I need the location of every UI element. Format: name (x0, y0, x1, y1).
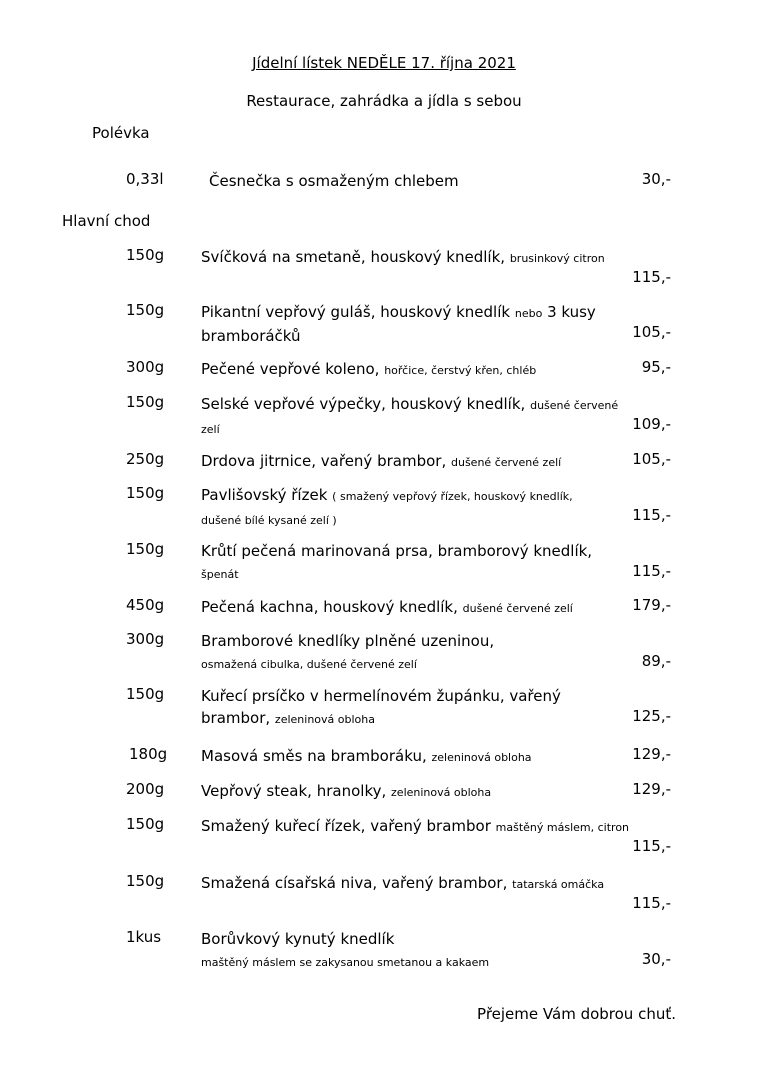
item-description (201, 450, 631, 474)
item-name-alt: 3 kusy bramboráčků (201, 303, 596, 345)
item-quantity: 250g (126, 450, 165, 468)
item-price: 179,- (632, 596, 671, 614)
item-description (201, 484, 576, 532)
item-name: Bramborové knedlíky plněné uzeninou, (201, 632, 495, 650)
item-price: 89,- (641, 652, 671, 670)
item-quantity: 180g (129, 745, 168, 763)
item-price: 109,- (632, 415, 671, 433)
item-description (201, 393, 631, 441)
item-side: zeleninová obloha (391, 786, 492, 799)
item-description (201, 872, 631, 896)
section-heading-soup: Polévka (92, 124, 150, 142)
item-description (201, 780, 631, 804)
item-name: Kuřecí prsíčko v hermelínovém župánku, vařený brambor, (201, 687, 561, 727)
item-description (201, 630, 631, 676)
item-quantity: 150g (126, 815, 165, 833)
item-price: 129,- (632, 780, 671, 798)
item-quantity: 200g (126, 780, 165, 798)
item-quantity: 150g (126, 872, 165, 890)
item-quantity: 300g (126, 358, 165, 376)
item-name: Pavlišovský řízek (201, 486, 328, 504)
item-description (201, 246, 631, 270)
item-side: špenát (201, 568, 239, 581)
item-name: Pečená kachna, houskový knedlík, (201, 598, 458, 616)
item-quantity: 150g (126, 393, 165, 411)
item-quantity: 150g (126, 246, 165, 264)
item-side: osmažená cibulka, dušené červené zelí (201, 658, 417, 671)
item-name: Vepřový steak, hranolky, (201, 782, 387, 800)
section-heading-main: Hlavní chod (62, 212, 151, 230)
item-description (201, 815, 631, 839)
item-quantity: 0,33l (126, 170, 164, 188)
page-title: Jídelní lístek NEDĚLE 17. října 2021 (252, 54, 516, 72)
item-name: Krůtí pečená marinovaná prsa, bramborový knedlík, (201, 542, 593, 560)
item-price: 115,- (632, 894, 671, 912)
item-name: Borůvkový kynutý knedlík (201, 930, 395, 948)
item-price: 95,- (641, 358, 671, 376)
item-side: nebo (514, 307, 543, 320)
item-description (201, 540, 631, 586)
page-subtitle: Restaurace, zahrádka a jídla s sebou (246, 92, 522, 110)
item-side: brusinkový citron (509, 252, 605, 265)
item-price: 115,- (632, 268, 671, 286)
item-description (201, 358, 631, 382)
item-side: ( smažený vepřový řízek, houskový knedlík, dušené bílé kysané zelí ) (201, 490, 573, 527)
item-quantity: 150g (126, 301, 165, 319)
item-description (201, 596, 631, 620)
closing-greeting: Přejeme Vám dobrou chuť. (477, 1005, 676, 1023)
item-name: Selské vepřové výpečky, houskový knedlík, (201, 395, 526, 413)
item-side: zeleninová obloha (431, 751, 532, 764)
item-description (201, 745, 631, 769)
item-name: Smažený kuřecí řízek, vařený brambor (201, 817, 491, 835)
item-side: dušené červené zelí (201, 399, 619, 436)
item-price: 115,- (632, 506, 671, 524)
item-side: dušené červené zelí (451, 456, 562, 469)
item-side: zeleninová obloha (274, 713, 375, 726)
item-name: Pikantní vepřový guláš, houskový knedlík (201, 303, 511, 321)
item-name: Česnečka s osmaženým chlebem (209, 172, 459, 190)
item-price: 115,- (632, 562, 671, 580)
item-side: tatarská omáčka (512, 878, 605, 891)
item-quantity: 450g (126, 596, 165, 614)
item-name: Svíčková na smetaně, houskový knedlík, (201, 248, 506, 266)
item-quantity: 300g (126, 630, 165, 648)
item-side: dušené červené zelí (462, 602, 573, 615)
item-description (201, 301, 631, 347)
item-name: Masová směs na bramboráku, (201, 747, 427, 765)
item-quantity: 150g (126, 540, 165, 558)
item-price: 30,- (641, 170, 671, 188)
item-price: 105,- (632, 323, 671, 341)
item-price: 30,- (641, 950, 671, 968)
item-quantity: 1kus (126, 928, 162, 946)
item-side: maštěný máslem, citron (495, 821, 630, 834)
item-side: maštěný máslem se zakysanou smetanou a kakaem (201, 956, 490, 969)
item-description (201, 685, 631, 731)
item-description (201, 928, 631, 974)
item-name: Drdova jitrnice, vařený brambor, (201, 452, 447, 470)
item-side: hořčice, čerstvý křen, chléb (384, 364, 537, 377)
item-price: 129,- (632, 745, 671, 763)
item-price: 125,- (632, 707, 671, 725)
item-name: Pečené vepřové koleno, (201, 360, 380, 378)
item-name: Smažená císařská niva, vařený brambor, (201, 874, 508, 892)
item-price: 115,- (632, 837, 671, 855)
item-quantity: 150g (126, 685, 165, 703)
item-quantity: 150g (126, 484, 165, 502)
item-price: 105,- (632, 450, 671, 468)
